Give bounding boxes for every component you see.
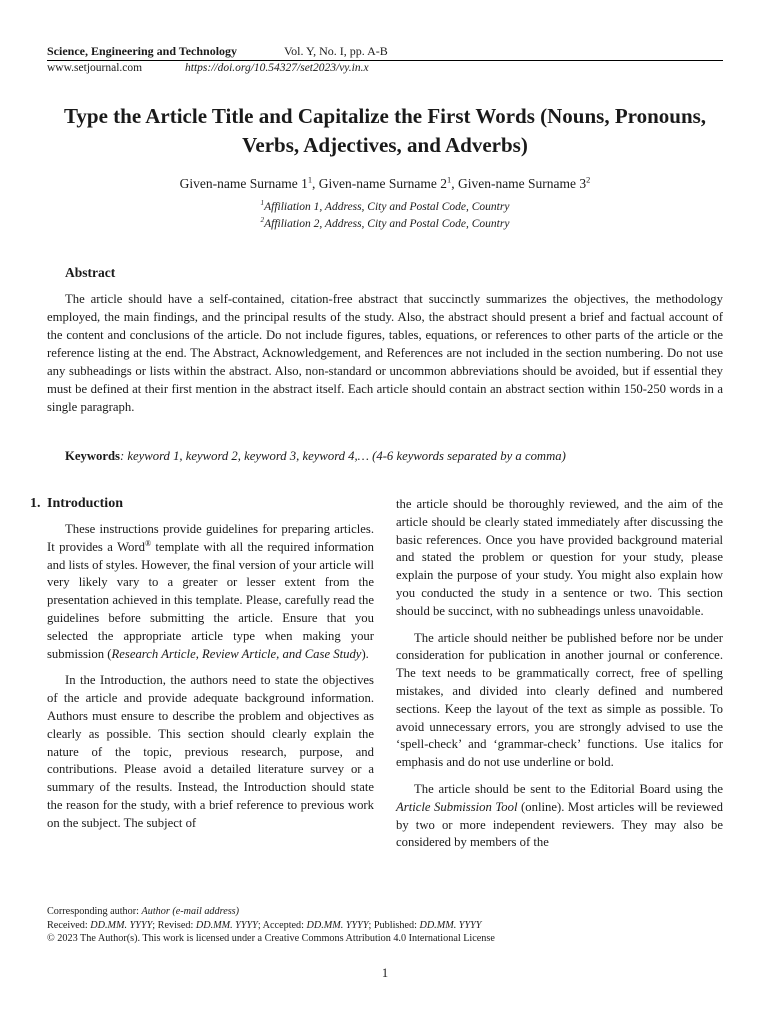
intro-p1-text-a: These instructions provide guidelines for preparing articles. It provides a Word [47, 522, 374, 554]
intro-p1-article-types: Research Article, Review Article, and Case Study [111, 646, 362, 661]
author-1-affil: 1 [307, 175, 313, 185]
volume-info: Vol. Y, No. I, pp. A-B [284, 44, 388, 58]
section-title: Introduction [47, 496, 123, 511]
journal-website[interactable]: www.setjournal.com [47, 62, 143, 74]
registered-mark: ® [144, 538, 151, 548]
affiliation-2-mark: 2 [260, 216, 265, 225]
corresponding-author [47, 905, 723, 919]
affiliation-1-text: Affiliation 1, Address, City and Postal Code, Country [264, 201, 510, 213]
right-column [396, 496, 723, 861]
affiliation-1-mark: 1 [260, 199, 265, 208]
author-2: , Given-name Surname 2 [312, 176, 448, 191]
section-number: 1. [30, 496, 41, 511]
author-3-affil: 2 [586, 175, 591, 185]
keywords-text: : keyword 1, keyword 2, keyword 3, keyword 4,… (4-6 keywords separated by a comma) [119, 449, 566, 463]
intro-paragraph-1 [47, 521, 374, 663]
footnote-block [47, 905, 723, 946]
intro-p1-text-c: ). [361, 646, 369, 661]
article-dates [47, 919, 723, 933]
author-1: Given-name Surname 1 [179, 176, 308, 191]
abstract-heading: Abstract [65, 265, 116, 280]
page-number: 1 [381, 966, 389, 980]
intro-p1-text-b: template with all the required information and lists of styles. However, the final version of your article will very likely vary to a greater or lesser extent from the presentation achieved in this template. Please, carefully read the guidelines before submitting the article. Ensure that you selected the appropriate article type when making your submission ( [47, 539, 374, 661]
author-list [40, 176, 730, 192]
doi-link[interactable]: https://doi.org/10.54327/set2023/vy.in.x [185, 62, 369, 74]
accepted-date: DD.MM. YYYY [306, 919, 369, 931]
intro-paragraph-3: The article should neither be published before nor be under consideration for publication in another journal or conference. The text needs to be grammatically correct, free of spelling mistakes, and divided into clearly defined and numbered sections. Keep the layout of the text as simple as possible. To avoid unnecessary errors, you are strongly advised to use the ‘spell-check’ and ‘grammar-check’ functions. Use italics for emphasis and do not use underline or bold. [396, 630, 723, 770]
revised-label: ; Revised: [152, 919, 196, 931]
received-date: DD.MM. YYYY [90, 919, 153, 931]
affiliation-2-text: Affiliation 2, Address, City and Postal Code, Country [264, 218, 510, 230]
revised-date: DD.MM. YYYY [195, 919, 258, 931]
published-label: ; Published: [368, 919, 420, 931]
published-date: DD.MM. YYYY [419, 919, 482, 931]
intro-paragraph-4 [396, 781, 723, 852]
license-statement[interactable]: © 2023 The Author(s). This work is licensed under a Creative Commons Attribution 4.0 International License [47, 933, 495, 945]
author-2-affil: 1 [447, 175, 452, 185]
accepted-label: ; Accepted: [257, 919, 307, 931]
submission-tool-name: Article Submission Tool [396, 799, 518, 814]
corresponding-value: Author (e-mail address) [141, 906, 240, 917]
keywords-label: Keywords [65, 449, 120, 463]
abstract-text: The article should have a self-contained, citation-free abstract that succinctly summarizes the objectives, the methodology employed, the main findings, and the principal results of the study. Also, the abstract should present a brief and factual account of the content and conclusions of the article. Do not include figures, tables, equations, or references to other parts of the article or the reference listing at the end. The Abstract, Acknowledgement, and References are not included in the section numbering. Do not use any subheadings or lists within the abstract. Also, non-standard or uncommon abbreviations should be avoided, but if essential they must be defined at their first mention in the abstract itself. Each article should contain an abstract section within 150-250 words in a single paragraph. [47, 292, 723, 414]
received-label: Received: [47, 919, 91, 931]
intro-paragraph-2: In the Introduction, the authors need to state the objectives of the article and provide adequate background information. Authors must ensure to describe the problem and objectives as clearly as possible. This section should clearly explain the nature of the topic, previous research, purpose, and contributions. Please avoid a detailed literature survey or a summary of the results. Instead, the Introduction should state the reason for the study, with a brief reference to previous work on the subject. The subject of [47, 673, 374, 830]
intro-p4-text-b: (online). Most articles will be reviewed by two or more independent reviewers. They may also be considered by members of the [396, 799, 723, 850]
affiliation-2 [40, 218, 730, 230]
affiliation-1 [40, 201, 730, 213]
keywords [65, 449, 566, 464]
header-rule [47, 60, 723, 61]
intro-p4-text-a: The article should be sent to the Editorial Board using the [414, 781, 723, 796]
journal-name: Science, Engineering and Technology [47, 44, 238, 58]
author-3: , Given-name Surname 3 [451, 176, 587, 191]
article-title: Type the Article Title and Capitalize the First Words (Nouns, Pronouns, Verbs, Adjectives, and Adverbs) [63, 104, 707, 157]
corresponding-label: Corresponding author: [47, 906, 142, 917]
left-column [47, 521, 374, 842]
section-heading-introduction [30, 496, 123, 512]
intro-paragraph-2-continued: the article should be thoroughly reviewed, and the aim of the article should be clearly stated immediately after discussing the basic references. Once you have provided background material and stated the problem or question for your study, please explain the purpose of your study. You might also explain how you conducted the study in a sentence or two. This section should be succinct, with no subheadings unless unavoidable. [396, 497, 723, 618]
